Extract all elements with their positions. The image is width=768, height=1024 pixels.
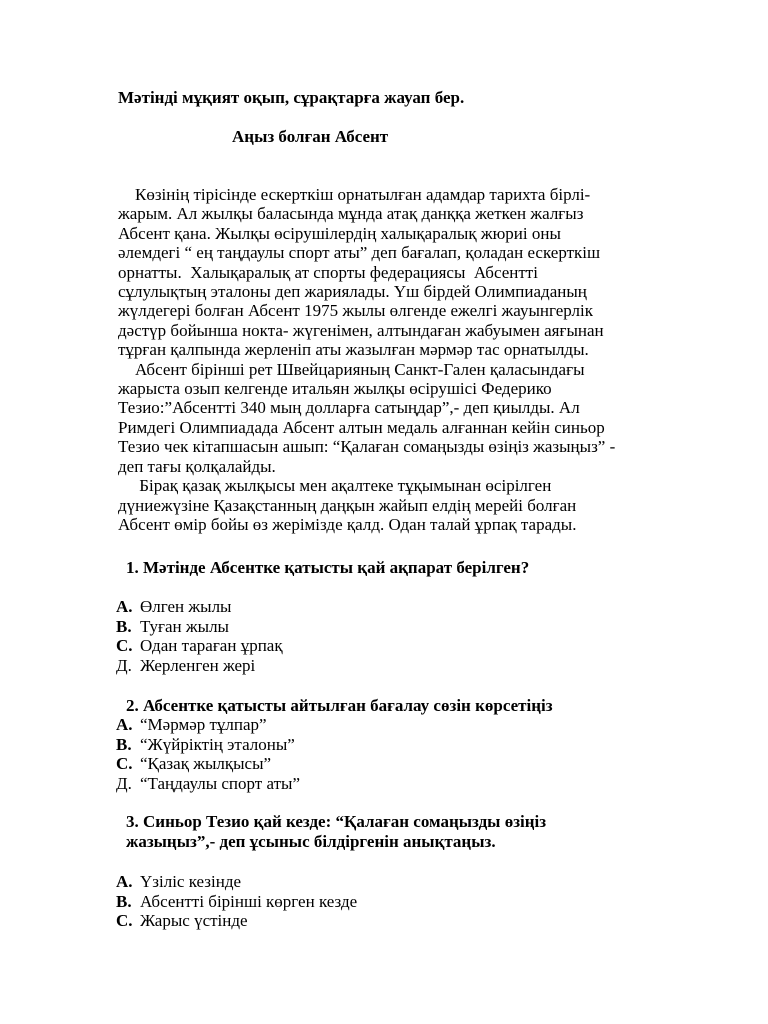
passage-line: Тезио чек кітапшасын ашып: “Қалаған сомаңызды өзіңіз жазыңыз” - bbox=[118, 437, 616, 457]
passage-line: Көзінің тірісінде ескерткіш орнатылған адамдар тарихта бірлі- bbox=[118, 185, 591, 204]
passage-line: орнатты. Халықаралық ат спорты федерациясы Абсентті bbox=[118, 262, 538, 282]
option-text: Абсентті бірінші көрген кезде bbox=[140, 891, 358, 911]
passage-line: Тезио:”Абсентті 340 мың долларға сатыңдар”,- деп қиылды. Ал bbox=[118, 398, 580, 418]
question-2 bbox=[126, 696, 553, 716]
passage-line: әлемдегі “ ең таңдаулы спорт аты” деп бағалап, қоладан ескерткіш bbox=[118, 243, 601, 263]
option-letter: A. bbox=[116, 872, 133, 891]
option-1a[interactable] bbox=[116, 597, 283, 617]
passage-line: Абсент қана. Жылқы өсірушілердің халықаралық жюриі оны bbox=[118, 223, 561, 243]
passage-line: сұлулықтың эталоны деп жариялады. Үш бірдей Олимпиаданың bbox=[118, 282, 587, 302]
text-title: Аңыз болған Абсент bbox=[232, 127, 389, 146]
question-3-options bbox=[116, 872, 357, 931]
option-text: “Жүйріктің эталоны” bbox=[140, 734, 295, 754]
passage-line: тұрған қалпында жерленіп аты жазылған мәрмәр тас орнатылды. bbox=[118, 340, 589, 360]
option-2a[interactable] bbox=[116, 715, 300, 735]
option-text: “Таңдаулы спорт аты” bbox=[140, 773, 300, 793]
option-text: “Мәрмәр тұлпар” bbox=[140, 715, 267, 734]
option-3a[interactable] bbox=[116, 872, 357, 892]
option-letter: B. bbox=[116, 616, 132, 636]
passage-line: дүниежүзіне Қазақстанның даңқын жайып елдің мерейі болған bbox=[118, 495, 577, 515]
passage-line: жүлдегері болған Абсент 1975 жылы өлгенде ежелгі жауынгерлік bbox=[118, 301, 594, 321]
question-1-options bbox=[116, 597, 283, 675]
option-2d[interactable] bbox=[116, 774, 300, 794]
option-text: Өлген жылы bbox=[140, 597, 232, 616]
question-1-text: 1. Мәтінде Абсентке қатысты қай ақпарат берілген? bbox=[126, 558, 530, 577]
passage-line: дәстүр бойынша нокта- жүгенімен, алтындаған жабуымен аяғынан bbox=[118, 320, 604, 340]
option-letter: Д. bbox=[116, 655, 132, 675]
passage-line: жарым. Ал жылқы баласында мұнда атақ данққа жеткен жалғыз bbox=[118, 204, 584, 224]
option-text: Үзіліс кезінде bbox=[140, 872, 242, 891]
question-3 bbox=[126, 812, 546, 852]
option-letter: A. bbox=[116, 715, 133, 734]
passage-line: Абсент бірінші рет Швейцарияның Санкт-Гален қаласындағы bbox=[118, 359, 585, 379]
option-text: Туған жылы bbox=[140, 616, 229, 636]
instruction-heading: Мәтінді мұқият оқып, сұрақтарға жауап бер. bbox=[118, 88, 465, 107]
option-3b[interactable] bbox=[116, 892, 357, 912]
passage-line: Бірақ қазақ жылқысы мен ақалтеке тұқымынан өсірілген bbox=[118, 476, 552, 496]
option-letter: C. bbox=[116, 754, 133, 774]
option-letter: C. bbox=[116, 911, 133, 931]
option-letter: Д. bbox=[116, 773, 132, 793]
passage-line: Абсент өмір бойы өз жерімізде қалд. Одан талай ұрпақ тарады. bbox=[118, 514, 577, 534]
option-1c[interactable] bbox=[116, 636, 283, 656]
passage-line: Римдегі Олимпиадада Абсент алтын медаль алғаннан кейін синьор bbox=[118, 417, 605, 437]
passage-line: деп тағы қолқалайды. bbox=[118, 456, 276, 476]
option-letter: B. bbox=[116, 734, 132, 754]
option-letter: C. bbox=[116, 636, 133, 656]
option-3c[interactable] bbox=[116, 911, 357, 931]
option-1b[interactable] bbox=[116, 617, 283, 637]
passage-line: жарыста озып келгенде итальян жылқы өсірушісі Федерико bbox=[118, 379, 552, 399]
option-letter: B. bbox=[116, 891, 132, 911]
question-2-text: 2. Абсентке қатысты айтылған бағалау сөзін көрсетіңіз bbox=[126, 696, 553, 715]
reading-passage bbox=[118, 185, 658, 534]
option-1d[interactable] bbox=[116, 656, 283, 676]
option-text: Жерленген жері bbox=[140, 655, 256, 675]
question-1 bbox=[126, 558, 529, 578]
option-text: Жарыс үстінде bbox=[140, 911, 248, 931]
option-text: “Қазақ жылқысы” bbox=[140, 754, 272, 774]
question-3-text-line: жазыңыз”,- деп ұсыныс білдіргенін анықтаңыз. bbox=[126, 832, 496, 851]
option-2b[interactable] bbox=[116, 735, 300, 755]
option-text: Одан тараған ұрпақ bbox=[140, 636, 283, 656]
question-3-text-line: 3. Синьор Тезио қай кезде: “Қалаған сомаңызды өзіңіз bbox=[126, 812, 547, 831]
question-2-options bbox=[116, 715, 300, 793]
option-letter: A. bbox=[116, 597, 133, 616]
option-2c[interactable] bbox=[116, 754, 300, 774]
